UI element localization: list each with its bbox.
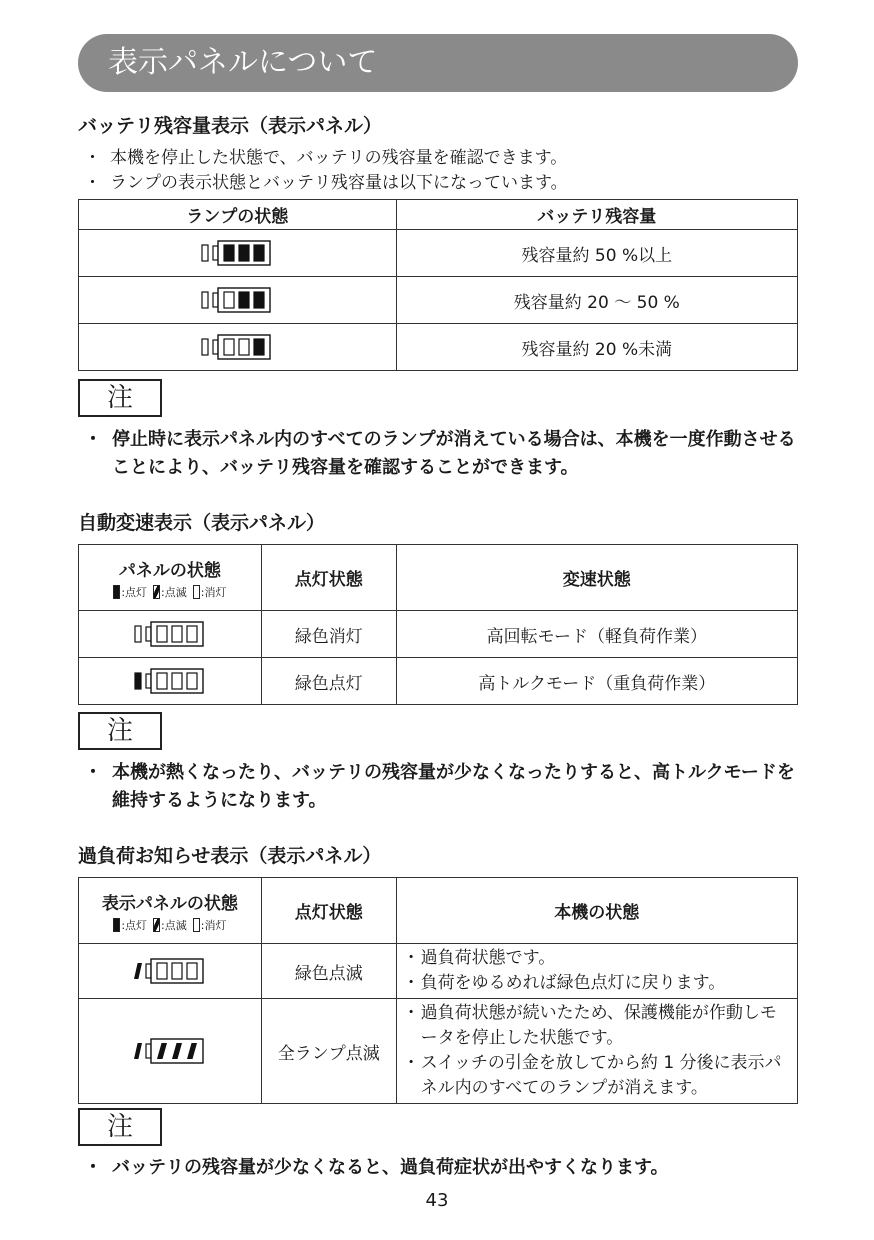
- col-light-state: 点灯状態: [261, 878, 396, 944]
- note-label: 注: [78, 712, 162, 750]
- battery-indicator-icon: [197, 337, 277, 357]
- battery-bar: [254, 245, 264, 261]
- panel-indicator-icon: [130, 624, 210, 644]
- legend-on-swatch: [113, 585, 120, 599]
- col-panel-state-label: パネルの状態: [118, 560, 221, 581]
- capacity-value: 残容量約 20 ～ 50 %: [396, 277, 797, 324]
- battery-indicator-icon: [197, 290, 277, 310]
- machine-state-line: ・ スイッチの引金を放してから約 1 分後に表示パネル内のすべてのランプが消えます。: [403, 1051, 791, 1101]
- speed-note: [84, 759, 804, 815]
- col-machine-state: 本機の状態: [396, 878, 797, 944]
- panel-indicator-cell: [79, 658, 262, 705]
- light-state: 緑色点灯: [261, 658, 396, 705]
- battery-terminal: [146, 674, 151, 688]
- battery-bar: [157, 626, 167, 642]
- battery-table: [78, 199, 798, 371]
- panel-indicator-icon: [130, 1041, 210, 1061]
- battery-bar: [172, 963, 182, 979]
- light-state: 緑色消灯: [261, 611, 396, 658]
- col-panel-state: [79, 545, 262, 611]
- note-label: 注: [78, 379, 162, 417]
- battery-terminal: [213, 246, 218, 260]
- battery-bar: [187, 673, 197, 689]
- battery-bar: [224, 292, 234, 308]
- panel-indicator-icon: [130, 961, 210, 981]
- legend-off-label: :消灯: [200, 585, 227, 599]
- legend-blink-swatch: [153, 918, 160, 932]
- battery-terminal: [146, 964, 151, 978]
- battery-bullet: ・ ランプの表示状態とバッテリ残容量は以下になっています。: [84, 171, 804, 196]
- battery-indicator-cell: [79, 230, 397, 277]
- legend-off-swatch: [193, 918, 200, 932]
- battery-indicator-cell: [79, 324, 397, 371]
- note-text: ・ バッテリの残容量が少なくなると、過負荷症状が出やすくなります。: [84, 1154, 804, 1182]
- battery-bar: [187, 963, 197, 979]
- col-panel-state-label: 表示パネルの状態: [101, 893, 238, 914]
- machine-state-line: ・ 過負荷状態です。: [403, 946, 791, 971]
- battery-bar: [224, 339, 234, 355]
- battery-indicator-icon: [197, 243, 277, 263]
- speed-heading: 自動変速表示（表示パネル）: [78, 512, 326, 534]
- legend-off-swatch: [193, 585, 200, 599]
- overload-note: [84, 1154, 804, 1182]
- battery-bar: [157, 963, 167, 979]
- machine-state-line: ・ 負荷をゆるめれば緑色点灯に戻ります。: [403, 971, 791, 996]
- note-text: ・ 停止時に表示パネル内のすべてのランプが消えている場合は、本機を一度作動させることにより、バッテリ残容量を確認することができます。: [84, 426, 804, 482]
- note-label: 注: [78, 1108, 162, 1146]
- led-lamp: [202, 292, 208, 308]
- battery-indicator-cell: [79, 277, 397, 324]
- legend-off-label: :消灯: [200, 918, 227, 932]
- machine-state: [396, 999, 797, 1104]
- battery-terminal: [213, 293, 218, 307]
- legend-on-label: :点灯: [121, 918, 148, 932]
- light-state: 全ランプ点滅: [261, 999, 396, 1104]
- battery-bar: [224, 245, 234, 261]
- battery-heading: バッテリ残容量表示（表示パネル）: [78, 115, 383, 137]
- col-battery-capacity: バッテリ残容量: [396, 200, 797, 230]
- legend-blink-label: :点滅: [161, 918, 187, 932]
- col-lamp-state: ランプの状態: [79, 200, 397, 230]
- battery-bullets: [84, 146, 804, 196]
- led-lamp: [135, 673, 141, 689]
- battery-bar: [254, 292, 264, 308]
- col-light-state: 点灯状態: [261, 545, 396, 611]
- speed-mode: 高トルクモード（重負荷作業）: [396, 658, 797, 705]
- legend: [79, 584, 261, 600]
- col-panel-state: [79, 878, 262, 944]
- led-lamp: [202, 245, 208, 261]
- capacity-value: 残容量約 20 %未満: [396, 324, 797, 371]
- battery-terminal: [146, 1044, 151, 1058]
- battery-bar: [239, 245, 249, 261]
- overload-heading: 過負荷お知らせ表示（表示パネル）: [78, 845, 382, 867]
- legend: [79, 917, 261, 933]
- battery-terminal: [213, 340, 218, 354]
- legend-blink-swatch: [153, 585, 160, 599]
- legend-on-swatch: [113, 918, 120, 932]
- battery-bar: [254, 339, 264, 355]
- panel-indicator-icon: [130, 671, 210, 691]
- legend-on-label: :点灯: [121, 585, 148, 599]
- panel-indicator-cell: [79, 999, 262, 1104]
- led-lamp: [202, 339, 208, 355]
- led-lamp: [135, 626, 141, 642]
- machine-state-line: ・ 過負荷状態が続いたため、保護機能が作動しモータを停止した状態です。: [403, 1001, 791, 1051]
- overload-table: [78, 877, 798, 1104]
- battery-note: [84, 426, 804, 482]
- page-number: 43: [425, 1190, 449, 1211]
- battery-bullet: ・ 本機を停止した状態で、バッテリの残容量を確認できます。: [84, 146, 804, 171]
- battery-bar: [187, 626, 197, 642]
- panel-indicator-cell: [79, 944, 262, 999]
- speed-mode: 高回転モード（軽負荷作業）: [396, 611, 797, 658]
- battery-bar: [239, 292, 249, 308]
- battery-terminal: [146, 627, 151, 641]
- battery-bar: [239, 339, 249, 355]
- battery-bar: [172, 626, 182, 642]
- section-header: [78, 34, 798, 92]
- section-title: 表示パネルについて: [108, 45, 378, 80]
- battery-bar: [157, 673, 167, 689]
- capacity-value: 残容量約 50 %以上: [396, 230, 797, 277]
- col-speed-state: 変速状態: [396, 545, 797, 611]
- note-text: ・ 本機が熱くなったり、バッテリの残容量が少なくなったりすると、高トルクモードを維持するようになります。: [84, 759, 804, 815]
- panel-indicator-cell: [79, 611, 262, 658]
- battery-bar: [172, 673, 182, 689]
- speed-table: [78, 544, 798, 705]
- light-state: 緑色点滅: [261, 944, 396, 999]
- machine-state: [396, 944, 797, 999]
- legend-blink-label: :点滅: [161, 585, 187, 599]
